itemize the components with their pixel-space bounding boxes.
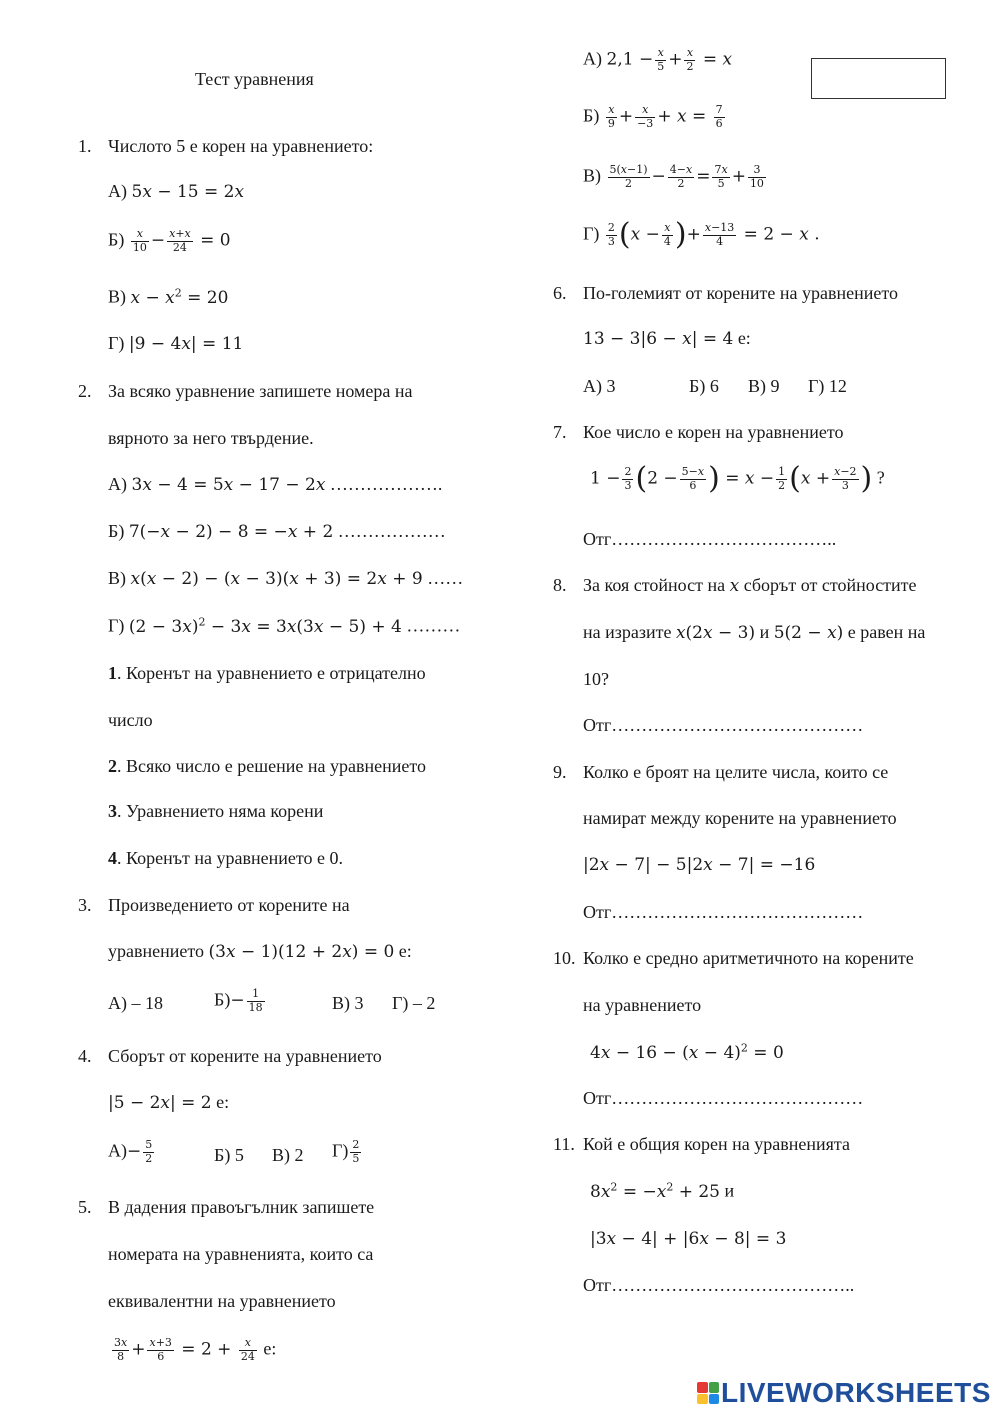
- q2-text-line2: вярното за него твърдение.: [108, 428, 314, 448]
- q1-option-b: Б) $\frac{x}{10}$ − $\frac{x+x}{24}$ = 0: [108, 227, 231, 254]
- q2-statement-1-cont: число: [108, 710, 153, 730]
- q2-equation-d-label: Г): [108, 615, 125, 636]
- q11-equation-2: |3x − 4| + |6x − 8| = 3: [590, 1229, 787, 1249]
- liveworksheets-logo-text: LIVEWORKSHEETS: [721, 1377, 991, 1408]
- liveworksheets-logo[interactable]: [697, 1377, 991, 1408]
- q5-text-line2: номерата на уравненията, които са: [108, 1244, 374, 1264]
- logo-square-green: [709, 1382, 720, 1393]
- q8-text-line1-end: сборът от стойностите: [743, 575, 917, 595]
- q2-statement-3-text: . Уравнението няма корени: [117, 801, 324, 821]
- q9-answer-line[interactable]: Отг……………………………………: [583, 902, 864, 922]
- q2-answer-c-dots[interactable]: ……: [427, 568, 464, 588]
- q10-number: 10.: [553, 948, 576, 968]
- q2-statement-2-text: . Всяко число е решение на уравнението: [117, 756, 426, 776]
- q2-statement-2-number: 2: [108, 756, 117, 776]
- q3-option-b: Б)− $\frac{1}{18}$: [214, 987, 263, 1014]
- q5-option-b: Б) $\frac{x}{9}$ + $\frac{x}{-3}$ + x = $\frac{7}{6}$: [583, 103, 723, 130]
- q9-text-line2: намират между корените на уравнението: [583, 808, 897, 828]
- q8-answer-line[interactable]: Отг……………………………………: [583, 715, 864, 735]
- q2-statement-2: [108, 757, 426, 775]
- q6-option-c: В) 9: [748, 376, 780, 396]
- q8-text-line1: За коя стойност на x сборът от стойностите: [583, 575, 917, 596]
- q1-option-b-label: Б): [108, 229, 125, 250]
- q2-answer-d-dots[interactable]: ………: [406, 615, 461, 636]
- q5-option-d-label: Г): [583, 223, 600, 244]
- q2-statement-1-number: 1: [108, 663, 117, 683]
- q8-text-line2-start: на изразите: [583, 622, 672, 642]
- q5-main-equation-end: е:: [263, 1338, 277, 1359]
- q5-number: 5.: [78, 1197, 92, 1217]
- q2-equation-b: Б) 7(−x − 2) − 8 = −x + 2 ………………: [108, 521, 446, 542]
- q8-text-line1-start: За коя стойност на: [583, 575, 726, 595]
- liveworksheets-logo-icon: [697, 1382, 719, 1404]
- answer-box-q5[interactable]: [811, 58, 946, 99]
- q4-option-d-label: Г): [332, 1140, 349, 1161]
- q2-answer-b-dots[interactable]: ………………: [337, 521, 446, 541]
- q3-text-line2-start: уравнението: [108, 941, 204, 961]
- q2-statement-1: [108, 664, 426, 682]
- q7-number: 7.: [553, 422, 567, 442]
- q6-text-line1: По-големият от корените на уравнението: [583, 283, 899, 303]
- q8-text-line2-end: е равен на: [847, 622, 926, 642]
- q1-option-d-label: Г): [108, 333, 125, 353]
- q5-option-c-label: В): [583, 165, 601, 186]
- q3-number: 3.: [78, 895, 92, 915]
- q10-text-line2: на уравнението: [583, 995, 702, 1015]
- q2-statement-3-number: 3: [108, 801, 117, 821]
- q2-equation-d: Г) $(2 - 3x)^2 - 3x = 3x(3x - 5) + 4$ ………: [108, 615, 461, 637]
- logo-square-red: [697, 1382, 708, 1393]
- q3-option-c: В) 3: [332, 993, 364, 1013]
- q5-text-line1: В дадения правоъгълник запишете: [108, 1197, 375, 1217]
- q8-text-line2: на изразите x(2x − 3) и 5(2 − x) е равен на: [583, 622, 926, 643]
- q5-option-a: А) 2,1 − $\frac{x}{5}$ + $\frac{x}{2}$ = x: [583, 46, 733, 73]
- q2-number: 2.: [78, 381, 92, 401]
- q2-text-line1: За всяко уравнение запишете номера на: [108, 381, 413, 401]
- q1-text: Числото 5 е корен на уравнението:: [108, 136, 374, 156]
- q1-option-a-label: А): [108, 181, 127, 201]
- q11-equation-1: $8x^2 = -x^2 + 25$ и: [590, 1180, 735, 1202]
- q2-statement-1-text: . Коренът на уравнението е отрицателно: [117, 663, 426, 683]
- q4-option-d: Г) $\frac{2}{5}$: [332, 1138, 360, 1165]
- q6-number: 6.: [553, 283, 567, 303]
- q5-option-a-label: А): [583, 48, 602, 69]
- q4-text-line2-end: е:: [216, 1092, 230, 1112]
- q5-option-c: В) $\frac{5(x-1)}{2}$ − $\frac{4-x}{2}$ = $\frac{7x}{5}$ + $\frac{3}{10}$: [583, 163, 764, 190]
- q3-option-d: Г) – 2: [392, 993, 436, 1013]
- q9-text-line1: Колко е броят на целите числа, които се: [583, 762, 889, 782]
- q2-statement-4: [108, 849, 343, 867]
- q11-answer-line[interactable]: Отг…………………………………..: [583, 1275, 855, 1295]
- q6-option-d: Г) 12: [808, 376, 847, 396]
- q8-number: 8.: [553, 575, 567, 595]
- q9-equation: |2x − 7| − 5|2x − 7| = −16: [583, 855, 816, 875]
- q1-option-a: А) 5x − 15 = 2x: [108, 181, 245, 202]
- q8-text-line2-and: и: [759, 622, 770, 642]
- q4-option-a: А)− $\frac{5}{2}$: [108, 1138, 153, 1165]
- q3-text-line1: Произведението от корените на: [108, 895, 350, 915]
- q2-equation-b-label: Б): [108, 521, 125, 541]
- q4-option-c: В) 2: [272, 1145, 304, 1165]
- logo-square-blue: [709, 1394, 720, 1405]
- q5-text-line3: еквивалентни на уравнението: [108, 1291, 336, 1311]
- q6-text-line2: 13 − 3|6 − x| = 4 е:: [583, 328, 751, 349]
- q6-option-b: Б) 6: [689, 376, 719, 396]
- q3-text-line2: уравнението (3x − 1)(12 + 2x) = 0 е:: [108, 941, 412, 962]
- q9-number: 9.: [553, 762, 567, 782]
- q8-text-line3: 10?: [583, 669, 609, 689]
- q3-option-b-label: Б): [214, 989, 231, 1010]
- q1-option-d: Г) |9 − 4x| = 11: [108, 333, 244, 354]
- q4-option-b: Б) 5: [214, 1145, 244, 1165]
- q3-option-a: А) – 18: [108, 993, 163, 1013]
- q2-equation-a-label: А): [108, 474, 127, 494]
- q5-main-equation: $\frac{3x}{8}$ + $\frac{x+3}{6}$ = 2 + $\frac{x}{24}$ е:: [114, 1336, 277, 1363]
- logo-square-yellow: [697, 1394, 708, 1405]
- q6-text-line2-end: е:: [737, 328, 751, 348]
- q11-equation-1-and: и: [724, 1180, 735, 1201]
- q2-equation-a: А) 3x − 4 = 5x − 17 − 2x ……………….: [108, 474, 443, 495]
- q1-option-c-label: В): [108, 286, 126, 307]
- q4-text-line1: Сборът от корените на уравнението: [108, 1046, 382, 1066]
- q7-question-mark: ?: [876, 467, 885, 488]
- q7-text-line1: Кое число е корен на уравнението: [583, 422, 844, 442]
- q10-text-line1: Колко е средно аритметичното на корените: [583, 948, 914, 968]
- q2-statement-3: [108, 802, 323, 820]
- q2-answer-a-dots[interactable]: ……………….: [329, 474, 443, 494]
- q4-option-a-label: А): [108, 1140, 127, 1161]
- q5-option-b-label: Б): [583, 105, 600, 126]
- q11-text-line1: Кой е общия корен на уравненията: [583, 1134, 850, 1154]
- q3-text-line2-end: е:: [398, 941, 412, 961]
- q4-number: 4.: [78, 1046, 92, 1066]
- q11-number: 11.: [553, 1134, 575, 1154]
- q6-option-a: А) 3: [583, 376, 616, 396]
- q2-equation-c: В) x(x − 2) − (x − 3)(x + 3) = 2x + 9 ……: [108, 568, 464, 589]
- q5-option-d: Г) $\frac{2}{3}$ (x − $\frac{x}{4}$ )+ $\frac{x-13}{4}$ = 2 − x .: [583, 217, 820, 253]
- q4-text-line2: |5 − 2x| = 2 е:: [108, 1092, 230, 1113]
- q10-answer-line[interactable]: Отг……………………………………: [583, 1088, 864, 1108]
- q7-equation: 1 − $\frac{2}{3}$ (2 − $\frac{5-x}{6}$ ) = x − $\frac{1}{2}$ (x + $\frac{x-2}{3}$ ) ?: [590, 461, 885, 497]
- q2-statement-4-number: 4: [108, 848, 117, 868]
- q7-answer-line[interactable]: Отг………………………………..: [583, 529, 837, 549]
- q2-equation-c-label: В): [108, 568, 126, 588]
- q10-equation: $4x - 16 - (x - 4)^2 = 0$: [590, 1041, 784, 1063]
- page-title: Тест уравнения: [195, 69, 314, 89]
- q1-option-c: В) $x - x^2 = 20$: [108, 286, 229, 308]
- q2-statement-4-text: . Коренът на уравнението е 0.: [117, 848, 344, 868]
- q1-number: 1.: [78, 136, 92, 156]
